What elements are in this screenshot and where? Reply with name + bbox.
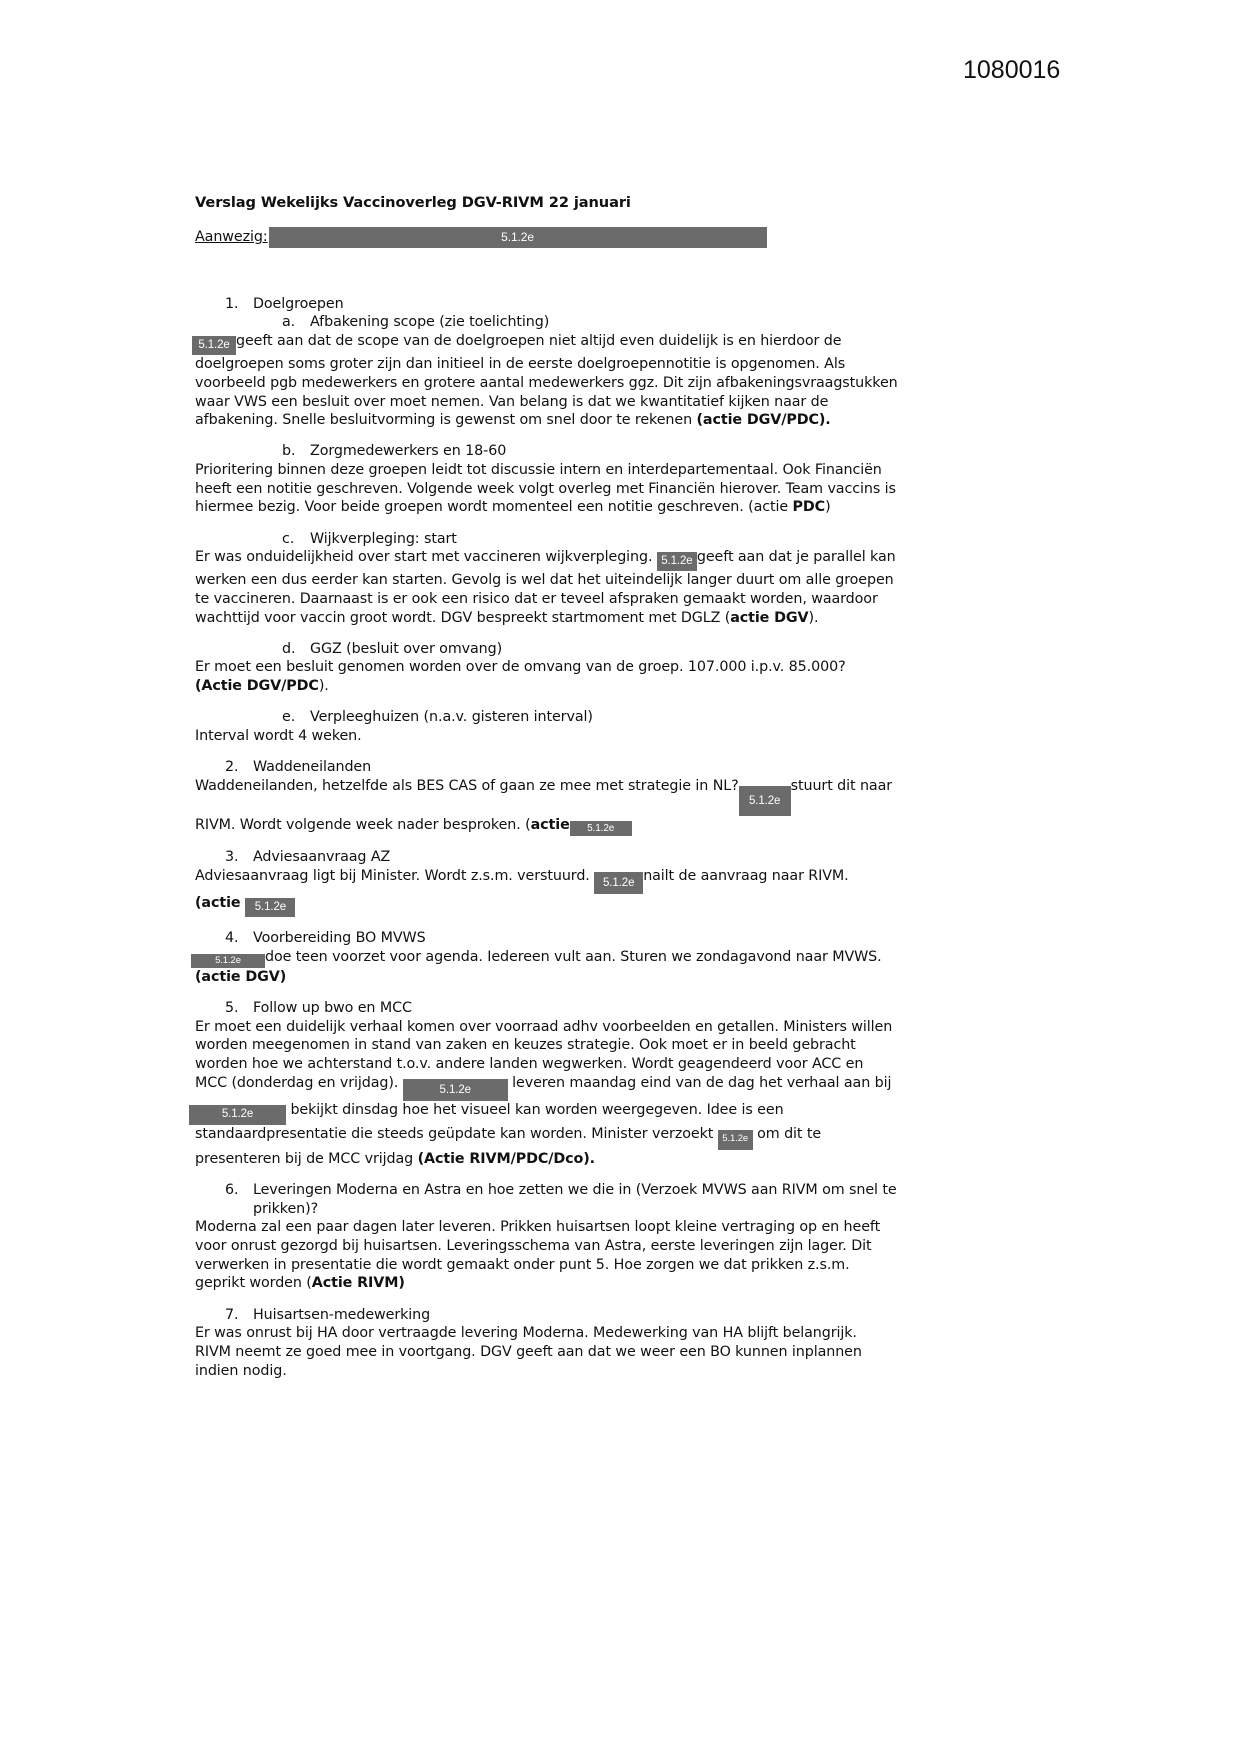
redaction-box: 5.1.2e [192, 336, 236, 355]
item-number: 5. [225, 1000, 239, 1016]
item-number: 4. [225, 930, 239, 947]
text-run: presenteren bij de MCC vrijdag [195, 1150, 418, 1167]
text-run: RIVM neemt ze goed mee in voortgang. DGV geeft aan dat we weer een BO kunnen inplannen [195, 1343, 862, 1360]
item-label: Adviesaanvraag AZ [253, 849, 391, 866]
text-run: Prioritering binnen deze groepen leidt tot discussie intern en interdepartementaal. Ook Financiën [195, 462, 882, 479]
text-run: wachttijd voor vaccin groot wordt. DGV bespreekt startmoment met DGLZ ( [195, 609, 731, 626]
text-run: voorbeeld pgb medewerkers en grotere aantal medewerkers ggz. Dit zijn afbakeningsvraagstukken [195, 374, 898, 391]
text-line [195, 1343, 955, 1362]
item-number: a. [282, 314, 296, 331]
agenda-heading [195, 708, 955, 727]
agenda-item [195, 758, 955, 836]
text-run: werken een dus eerder kan starten. Gevolg is wel dat het uiteindelijk langer duurt om alle groepen [195, 572, 894, 589]
bold-text-run: (actie [195, 894, 246, 911]
text-line [195, 777, 955, 816]
redaction-box: 5.1.2e [570, 821, 632, 836]
bold-text-run: actie [530, 816, 570, 833]
text-run: leveren maandag eind van de dag het verhaal aan bij [507, 1074, 892, 1091]
agenda-heading [195, 640, 955, 659]
agenda-item [195, 999, 955, 1169]
document-id: 1080016 [963, 56, 1061, 84]
text-line [195, 1274, 955, 1293]
text-line [195, 609, 955, 628]
item-label: Huisartsen-medewerking [253, 1306, 431, 1323]
text-run: worden meegenomen in stand van zaken en keuzes strategie. Ook moet er in beeld gebracht [195, 1037, 856, 1054]
agenda-item [195, 640, 955, 696]
text-run: stuurt dit naar [790, 777, 893, 794]
item-label: Verpleeghuizen (n.a.v. gisteren interval) [310, 709, 593, 726]
text-run: geeft aan dat je parallel kan [696, 549, 896, 566]
item-label: GGZ (besluit over omvang) [310, 640, 503, 657]
text-line [195, 1237, 955, 1256]
item-label: Leveringen Moderna en Astra en hoe zetten we die in (Verzoek MVWS aan RIVM om snel te prikken)? [253, 1181, 897, 1217]
text-run: geeft aan dat de scope van de doelgroepen niet altijd even duidelijk is en hierdoor de [236, 333, 842, 350]
bold-text-run: actie DGV [730, 609, 809, 626]
item-number: 1. [225, 295, 239, 312]
agenda-heading [195, 999, 955, 1018]
text-run: bekijkt dinsdag hoe het visueel kan worden weergegeven. Idee is een [286, 1101, 784, 1118]
text-line [195, 894, 955, 917]
agenda-item [195, 708, 955, 745]
text-run: te vaccineren. Daarnaast is er ook een risico dat er teveel afspraken gemaakt worden, waardoor [195, 590, 878, 607]
text-run: om dit te [752, 1125, 822, 1142]
item-number: 6. [225, 1181, 239, 1198]
text-line [195, 498, 955, 517]
agenda-heading [195, 1306, 955, 1325]
text-run: hiermee bezig. Voor beide groepen wordt momenteel een notitie geschreven. (actie [195, 499, 793, 516]
item-label: Wijkverpleging: start [310, 530, 457, 547]
item-number: b. [282, 443, 296, 460]
agenda-heading [195, 313, 955, 332]
redaction-box: 5.1.2e [594, 872, 643, 894]
text-line [195, 1256, 955, 1275]
item-number: d. [282, 640, 296, 657]
agenda-item [195, 442, 955, 517]
redaction-box: 5.1.2e [191, 954, 265, 968]
text-line [195, 1125, 955, 1150]
text-run: waar VWS een besluit over moet nemen. Van belang is dat we kwantitatief kijken naar de [195, 393, 829, 410]
text-line [195, 658, 955, 677]
text-line [195, 548, 955, 571]
bold-text-run: PDC [792, 499, 826, 516]
text-line [195, 816, 955, 836]
redaction-box: 5.1.2e [245, 898, 295, 917]
text-line [195, 1150, 955, 1169]
text-run: ). [808, 609, 819, 626]
text-line [195, 727, 955, 746]
text-run: standaardpresentatie die steeds geüpdate kan worden. Minister verzoekt [195, 1125, 718, 1142]
bold-text-run: (actie DGV/PDC). [696, 412, 831, 429]
text-line [195, 393, 955, 412]
item-label: Follow up bwo en MCC [253, 1000, 412, 1016]
text-run: Waddeneilanden, hetzelfde als BES CAS of gaan ze mee met strategie in NL? [195, 777, 739, 794]
text-line [195, 411, 955, 430]
text-run: ). [318, 678, 329, 695]
text-line [195, 1362, 955, 1381]
redaction-box: 5.1.2e [739, 786, 791, 816]
text-line [195, 374, 955, 393]
report-title: Verslag Wekelijks Vaccinoverleg DGV-RIVM 22 januari [195, 194, 631, 211]
text-run: doelgroepen soms groter zijn dan initieel in de eerste doelgroepennotitie is opgenomen. Als [195, 356, 846, 373]
text-line [195, 1036, 955, 1055]
text-run: Moderna zal een paar dagen later leveren. Prikken huisartsen loopt kleine vertraging op en heeft [195, 1219, 881, 1236]
text-run: Er was onrust bij HA door vertraagde levering Moderna. Medewerking van HA blijft belangrijk. [195, 1325, 857, 1342]
attendees-row [195, 227, 955, 249]
bold-text-run: Actie RIVM) [311, 1275, 405, 1292]
text-line [195, 1018, 955, 1037]
text-run: RIVM. Wordt volgende week nader besproken. ( [195, 816, 531, 833]
bold-text-run: (Actie DGV/PDC [195, 678, 319, 695]
text-run: Er was onduidelijkheid over start met vaccineren wijkverpleging. [195, 549, 657, 566]
agenda-item [195, 848, 955, 917]
text-line [195, 968, 955, 987]
text-line [195, 948, 955, 968]
text-run: voor onrust gezorgd bij huisartsen. Leveringsschema van Astra, eerste leveringen zijn lager. Dit [195, 1238, 872, 1255]
redaction-box: 5.1.2e [657, 552, 697, 571]
item-label: Doelgroepen [253, 295, 344, 312]
text-line [195, 571, 955, 590]
text-line [195, 677, 955, 696]
agenda-heading [195, 530, 955, 549]
text-run: Er moet een duidelijk verhaal komen over voorraad adhv voorbeelden en getallen. Ministers willen [195, 1018, 893, 1035]
agenda-item [195, 929, 955, 986]
item-number: c. [282, 530, 295, 547]
text-line [195, 1324, 955, 1343]
agenda-heading [195, 1181, 955, 1218]
agenda-item [195, 1306, 955, 1381]
text-run: geprikt worden ( [195, 1275, 312, 1292]
bold-text-run: (actie DGV) [195, 968, 287, 985]
agenda-sections [195, 295, 955, 1381]
agenda-item [195, 530, 955, 628]
redaction-box: 5.1.2e [189, 1105, 286, 1125]
text-run: nailt de aanvraag naar RIVM. [643, 867, 849, 884]
agenda-heading [195, 442, 955, 461]
text-run: Er moet een besluit genomen worden over de omvang van de groep. 107.000 i.p.v. 85.000? [195, 659, 846, 676]
text-run: doe teen voorzet voor agenda. Iedereen vult aan. Sturen we zondagavond naar MVWS. [265, 948, 882, 965]
text-line [195, 1101, 955, 1125]
redaction-box: 5.1.2e [718, 1130, 753, 1150]
text-line [195, 1055, 955, 1074]
text-line [195, 355, 955, 374]
agenda-item [195, 313, 955, 430]
text-run: heeft een notitie geschreven. Volgende week volgt overleg met Financiën hierover. Team vaccins is [195, 480, 896, 497]
text-line [195, 1074, 955, 1101]
agenda-item [195, 1181, 955, 1293]
text-line [195, 480, 955, 499]
text-line [195, 332, 955, 355]
item-number: 3. [225, 849, 239, 866]
text-run: indien nodig. [195, 1362, 287, 1379]
agenda-heading [195, 295, 955, 314]
item-label: Afbakening scope (zie toelichting) [310, 314, 550, 331]
agenda-item [195, 295, 955, 314]
text-run: ) [825, 499, 831, 516]
redaction-box: 5.1.2e [403, 1079, 508, 1101]
agenda-heading [195, 848, 955, 867]
item-number: 7. [225, 1306, 239, 1323]
item-label: Voorbereiding BO MVWS [253, 930, 426, 947]
text-run: afbakening. Snelle besluitvorming is gewenst om snel door te rekenen [195, 412, 697, 429]
redaction-box: 5.1.2e [269, 227, 767, 248]
meeting-report [195, 194, 955, 1380]
agenda-heading [195, 758, 955, 777]
item-label: Zorgmedewerkers en 18-60 [310, 443, 507, 460]
text-run: verwerken in presentatie die wordt gemaakt onder punt 5. Hoe zorgen we dat prikken z.s.m. [195, 1256, 850, 1273]
item-label: Waddeneilanden [253, 759, 372, 776]
text-run: Adviesaanvraag ligt bij Minister. Wordt z.s.m. verstuurd. [195, 867, 595, 884]
text-run: Interval wordt 4 weken. [195, 727, 362, 744]
text-run: worden hoe we achterstand t.o.v. andere landen wegwerken. Wordt geagendeerd voor ACC en [195, 1056, 864, 1073]
item-number: e. [282, 709, 296, 726]
text-line [195, 461, 955, 480]
bold-text-run: (Actie RIVM/PDC/Dco). [417, 1150, 595, 1167]
agenda-heading [195, 929, 955, 948]
attendees-label: Aanwezig: [195, 229, 268, 246]
text-line [195, 590, 955, 609]
text-line [195, 1218, 955, 1237]
item-number: 2. [225, 759, 239, 776]
text-line [195, 867, 955, 894]
text-run: MCC (donderdag en vrijdag). [195, 1074, 403, 1091]
